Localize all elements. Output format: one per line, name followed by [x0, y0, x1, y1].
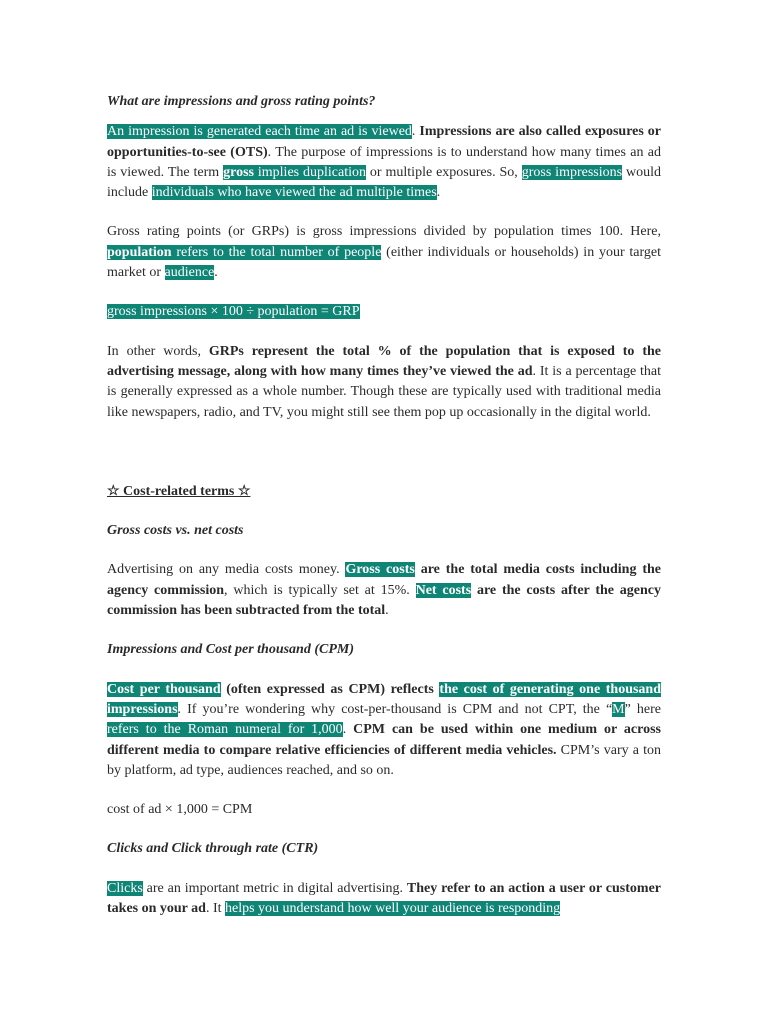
bold-text: GRPs represent the total % of the population that is exposed to the advertising message, along with how many times they’ve viewed the ad	[107, 343, 661, 379]
highlighted-text: gross impressions × 100 ÷ population = GRP	[107, 304, 360, 320]
highlighted-text: refers to the total number of people	[171, 244, 382, 260]
highlighted-text: gross impressions	[521, 164, 623, 180]
bold-text: are the total media costs including the agency commission	[107, 562, 661, 598]
section-heading-impressions: What are impressions and gross rating points?	[107, 94, 376, 109]
highlighted-text: An impression is generated each time an ad is viewed	[107, 124, 412, 140]
bold-text: Impressions are also called exposures or opportunities-to-see (OTS)	[107, 124, 662, 160]
paragraph-gross-net-costs: Advertising on any media costs money. Gross costs are the total media costs including the agency commission, which is typically set at 15%. Net costs are the costs after the agency commission has been subtracted from the total.	[107, 562, 662, 619]
bold-text: (often expressed as CPM) reflects	[220, 681, 440, 697]
highlighted-bold-text: gross	[223, 164, 254, 180]
formula-cpm: cost of ad × 1,000 = CPM	[107, 802, 253, 818]
highlighted-bold-text: population	[107, 244, 172, 260]
highlighted-bold-text: Net costs	[415, 582, 472, 598]
highlighted-text: helps you understand how well your audience is responding	[225, 901, 561, 917]
paragraph-grp-explanation: In other words, GRPs represent the total % of the population that is exposed to the advertising message, along with how many times they’ve viewed the ad. It is a percentage that is generally expressed as a whole number. Though these are typically used with traditional media like newspapers, radio, and TV, you might still see them pop up occasionally in the digital world.	[107, 343, 662, 420]
formula-grp	[107, 302, 661, 322]
highlighted-text: refers to the Roman numeral for 1,000	[107, 722, 343, 738]
bold-text: CPM can be used within one medium or across different media to compare relative efficiencies of different media vehicles.	[107, 722, 661, 758]
document-page	[107, 92, 661, 919]
highlighted-text: Clicks	[107, 880, 143, 896]
highlighted-text: individuals who have viewed the ad multiple times	[151, 185, 437, 201]
highlighted-text: implies duplication	[253, 164, 367, 180]
highlighted-text: M	[612, 701, 625, 717]
section-heading-cost-terms: ☆ Cost-related terms ☆	[107, 483, 251, 499]
paragraph-cpm: Cost per thousand (often expressed as CPM) reflects the cost of generating one thousand impressions. If you’re wondering why cost-per-thousand is CPM and not CPT, the “M” here refers to the Roman numeral for 1,000. CPM can be used within one medium or across different media to compare relative efficiencies of different media vehicles. CPM’s vary a ton by platform, ad type, audiences reached, and so on.	[107, 681, 662, 778]
subheading-ctr: Clicks and Click through rate (CTR)	[107, 841, 319, 857]
subheading-gross-net-costs: Gross costs vs. net costs	[107, 523, 244, 539]
bold-text: are the costs after the agency commission has been subtracted from the total	[107, 582, 662, 619]
highlighted-bold-text: Cost per thousand	[107, 681, 221, 697]
paragraph-impressions-definition: An impression is generated each time an ad is viewed. Impressions are also called exposures or opportunities-to-see (OTS). The purpose of impressions is to understand how many times an ad is viewed. The term gross implies duplication or multiple exposures. So, gross impressions would include individuals who have viewed the ad multiple times.	[107, 124, 662, 201]
subheading-cpm: Impressions and Cost per thousand (CPM)	[107, 642, 355, 658]
highlighted-text: audience	[164, 265, 215, 281]
highlighted-bold-text: the cost of generating one thousand impressions	[107, 681, 662, 717]
paragraph-grp-definition: Gross rating points (or GRPs) is gross impressions divided by population times 100. Here, population refers to the total number of people (either individuals or households) in your target market or audience.	[107, 224, 662, 281]
highlighted-bold-text: Gross costs	[345, 562, 415, 578]
bold-text: They refer to an action a user or customer takes on your ad	[107, 880, 661, 917]
paragraph-clicks: Clicks are an important metric in digital advertising. They refer to an action a user or customer takes on your ad. It helps you understand how well your audience is responding	[107, 880, 661, 917]
